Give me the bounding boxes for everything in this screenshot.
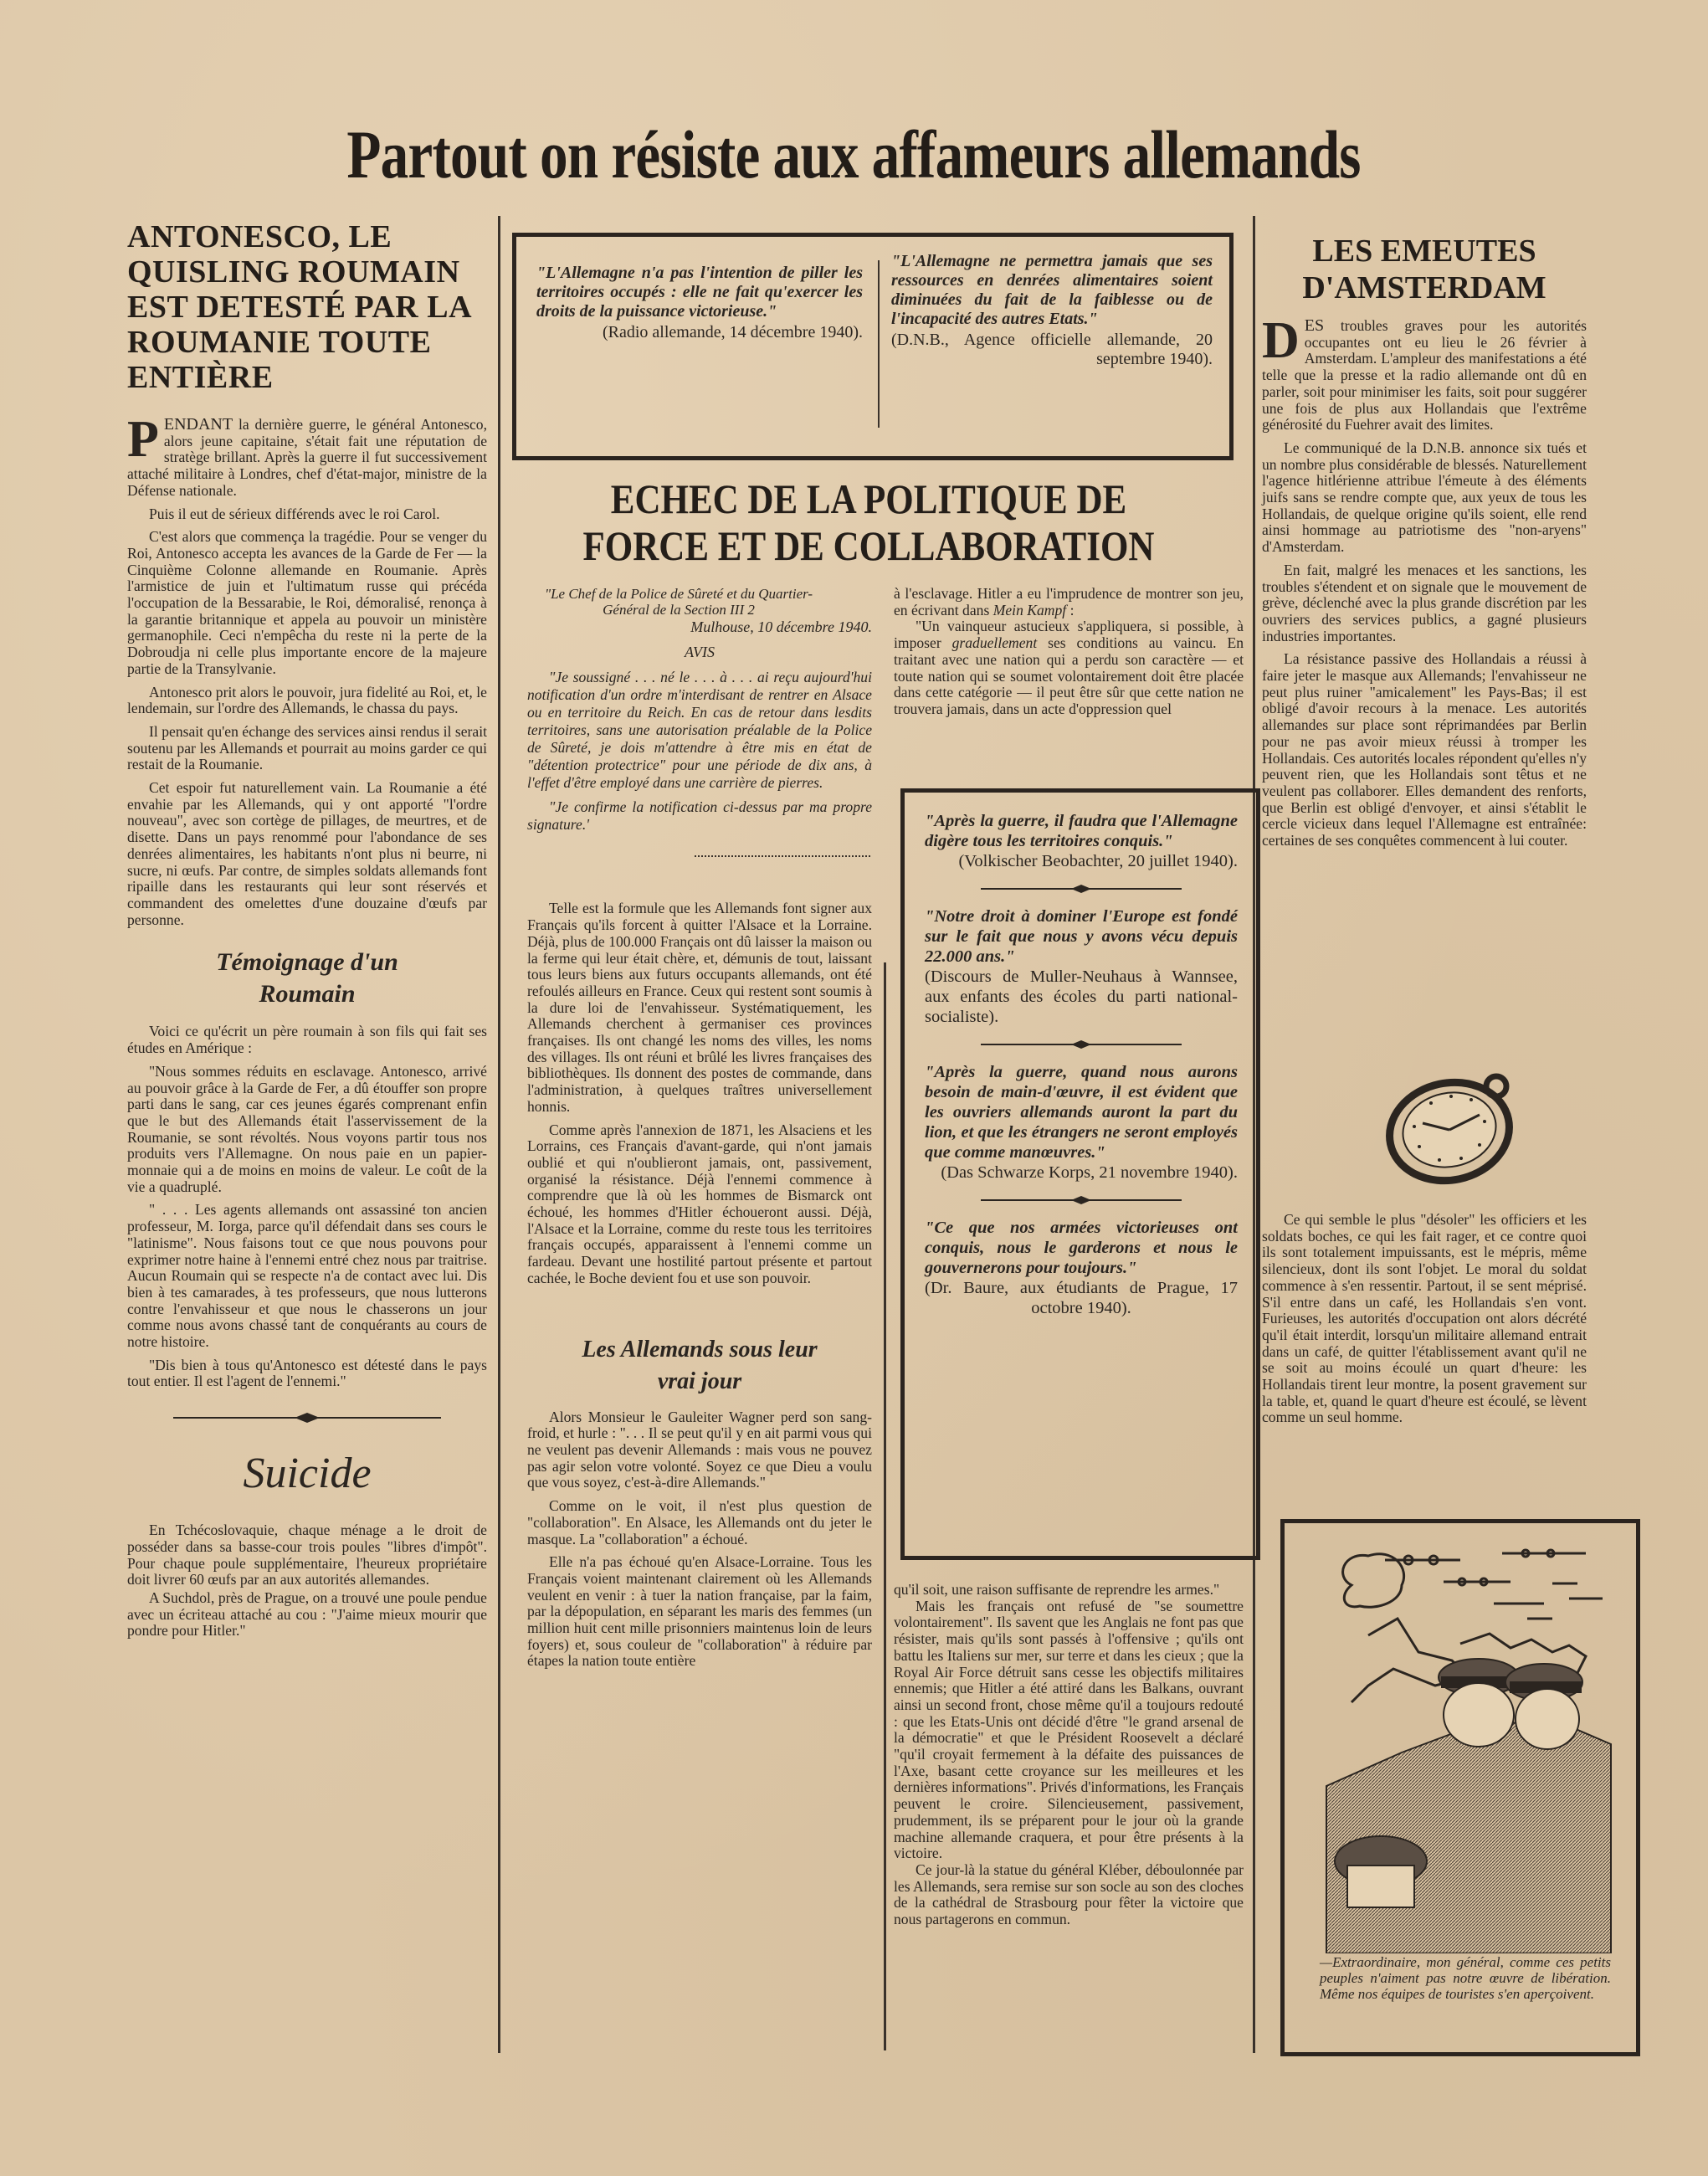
cartoon-illustration <box>1301 1535 1619 1953</box>
suicide-title: Suicide <box>243 1450 372 1498</box>
paragraph: Elle n'a pas échoué qu'en Alsace-Lorraine. Tous les Français voient maintenant clairement où les Allemands veulent en venir : à tuer la nation française, par la faim, par la dépopulation, en séparant les maris des femmes (un million huit cent mille prisonniers maintenus loin de leurs foyers) et, sous couleur de "collaboration" à réduire par étapes la nation toute entière <box>527 1553 872 1670</box>
notice-avis: AVIS <box>684 643 716 660</box>
quote-left <box>536 264 863 342</box>
paragraph: C'est alors que commença la tragédie. Pour se venger du Roi, Antonesco accepta les avances de la Garde de Fer — la Cinquième Colonne allemande en Roumanie. Après l'armistice de juin et l'ultimatum russe qui précéda l'occupation de la Bessarabie, le Roi, démoralisé, renonça à la garantie britannique et appela au pouvoir un ministère germanophile. Ceci n'empêcha du reste ni la perte de la Dobroudja ni celle plus importante encore de la majeure partie de la Transylvanie. <box>127 528 487 677</box>
notice-confirm: "Je confirme la notification ci-dessus par ma propre signature.' <box>527 798 872 834</box>
paragraph: Telle est la formule que les Allemands font signer aux Français qu'ils forcent à quitter l'Alsace et la Lorraine. Déjà, plus de 100.000 Français ont dû laisser la maison ou la ferme qui leur était chère, et, démunis de tout, laissant tous leurs biens aux futurs occupants allemands, ont été refoulés ailleurs en France. Ceux qui restent sont soumis à la dure loi de l'envahisseur. Systématiquement, les Allemands cherchent à germaniser ces provinces françaises. Ils ont changé les noms des villes, les noms des villages. Ils ont réuni et brûlé les livres françaises des bibliothèques. Ils donnent des postes de commande, dans l'administration, à quelques traîtres universellement honnis. <box>527 900 872 1115</box>
fold-spacer <box>527 857 872 901</box>
book-title: Mein Kampf <box>992 601 1067 618</box>
paragraph: Comme après l'annexion de 1871, les Alsaciens et les Lorrains, ces Français d'avant-garde, qui n'ont jamais oublié et qui n'oublieront jamais, ont, passivement, organisé la résistance. Déjà l'ennemi commence à comprendre que là où les hommes de Bismarck ont échoué, les hommes d'Hitler échoueront aussi. Déjà, l'Alsace et la Lorraine, comme du reste tous les territoires français occupés, apparaissent à l'ennemi comme un fardeau. Devant une hostilité partout présente et partout cachée, le Boche devient fou et use son pouvoir. <box>527 1121 872 1286</box>
column-echec-b-bottom <box>894 1582 1244 1935</box>
pocket-watch-illustration <box>1381 1071 1523 1197</box>
paragraph: Cet espoir fut naturellement vain. La Roumanie a été envahie par les Allemands, qui y ont apporté "l'ordre nouveau", avec son cortège de pillages, de meurtres, et de disette. Dans un pays renommé pour l'abondance de ses denrées alimentaires, les habitants n'ont plus ni beurre, ni sucre, ni œufs. Par contre, de simples soldats allemands font ripaille dans les restaurants qui leur sont réservés et commandent des omelettes d'une douzaine d'œufs par personne. <box>127 779 487 928</box>
notice-header: "Le Chef de la Police de Sûreté et du Quartier-Général de la Section III 2 <box>544 586 813 618</box>
column-echec-a <box>527 586 872 1676</box>
citation <box>925 1062 1238 1183</box>
lead-paragraph <box>127 411 487 500</box>
quote-divider <box>878 260 880 428</box>
quote-source: (Radio allemande, 14 décembre 1940). <box>603 323 863 341</box>
column-rule <box>498 216 500 2053</box>
quote-text: "L'Allemagne n'a pas l'intention de piller les territoires occupés : elle ne fait qu'exercer les droits de la puissance victorieuse." <box>536 264 863 321</box>
citation-source: (Dr. Baure, aux étudiants de Prague, 17 octobre 1940). <box>925 1279 1238 1317</box>
quote-text: "L'Allemagne ne permettra jamais que ses ressources en denrées alimentaires soient diminuées du fait de la faiblesse ou de l'incapacité des autres Etats." <box>891 252 1213 328</box>
paragraph: La résistance passive des Hollandais a réussi à faire jeter le masque aux Allemands; l'envahisseur ne peut plus ruiner "amicalement" les Pays-Bas; il est obligé d'avoir recours à la menace. Les autorités allemandes sur place sont réprimandées par Berlin pour ne pas avoir mieux réussi à tromper les Hollandais. Ces autorités locales répondent qu'elles n'y peuvent rien, que les Hollandais sont têtus et ne veulent pas collaborer. Elles demandent des renforts, que Berlin est obligé d'envoyer, et ainsi s'établit le cercle vicieux dans lequel l'Allemagne est entraînée: certaines de ses conquêtes commencent à lui couter. <box>1262 650 1587 849</box>
paragraph: Mais les français ont refusé de "se soumettre volontairement". Ils savent que les Anglais ne font pas que résister, mais qu'ils sont passés à l'offensive ; qu'ils ont battu les Italiens sur mer, sur terre et dans les cieux ; que la Royal Air Force détruit sans cesse les objectifs militaires ennemis; que Hitler a été attiré dans les Balkans, ouvrant ainsi un second front, chose même qu'il a toujours redouté : que les Etats-Unis ont décidé d'être "le grand arsenal de la démocratie" et que le Président Roosevelt a déclaré "qu'il croyait fermement à la défaite des puissances de l'Axe, basant cette croyance sur les meilleures et les dernières informations". Privés d'informations, les Français peuvent le croire. Silencieusement, passivement, prudemment, ils se préparent pour le jour où la grande machine allemande craquera, et pour être présents à la victoire. <box>894 1597 1244 1862</box>
citation-source: (Discours de Muller-Neuhaus à Wannsee, aux enfants des écoles du parti national-socialiste). <box>925 967 1238 1026</box>
citation-source: (Volkischer Beobachter, 20 juillet 1940). <box>958 852 1238 870</box>
drop-cap: P <box>127 411 159 468</box>
paragraph: qu'il soit, une raison suffisante de reprendre les armes." <box>894 1581 1220 1598</box>
subhead-temoignage: Témoignage d'un Roumain <box>216 948 398 1008</box>
lead-text: la dernière guerre, le général Antonesco, alors jeune capitaine, s'était fait une réputation de stratège brillant. Après la guerre il fut successivement attaché militaire à Londres, chef d'état-major, ministre de la Défense nationale. <box>127 416 487 499</box>
paragraph <box>894 618 1244 717</box>
lead-caps: ENDANT <box>163 415 233 434</box>
column-echec-b <box>894 586 1244 725</box>
lead-text: troubles graves pour les autorités occupantes ont eu lieu le 26 février à Amsterdam. L'ampleur des manifestations a été telle que la presse et la radio allemande ont dû en parler, soit pour minimiser les faits, soit pour suggérer une fois de plus aux Hollandais que l'extrême générosité du Fuehrer avait des limites. <box>1262 317 1587 434</box>
text: : <box>1066 601 1075 618</box>
ornament-divider <box>981 1039 1182 1050</box>
paragraph: " . . . Les agents allemands ont assassiné ton ancien professeur, M. Iorga, parce qu'il défendait dans ses cours le "latinisme". Nous faisons tout ce que nous pouvons pour exprimer notre haine à l'ennemi entré chez nous par traitrise. Aucun Roumain qui se respecte n'a de contact avec lui. Dis bien à tes camarades, à tes professeurs, que nous lutterons contre l'envahisseur et que nous le chasserons un jour comme nous avons chassé tant de conquérants au cours de notre histoire. <box>127 1201 487 1351</box>
quote-box-top <box>512 233 1234 460</box>
emphasis: graduellement <box>951 634 1038 652</box>
text: à l'esclavage. Hitler a eu l'imprudence de montrer son jeu, en écrivant dans <box>894 585 1244 618</box>
drop-cap: D <box>1262 312 1300 369</box>
headline-antonesco: ANTONESCO, LE QUISLING ROUMAIN EST DETESTÉ PAR LA ROUMANIE TOUTE ENTIÈRE <box>127 219 470 395</box>
column-rule <box>884 962 886 2050</box>
quote-box-citations <box>900 788 1260 1560</box>
quote-source: (D.N.B., Agence officielle allemande, 20 septembre 1940). <box>891 331 1213 368</box>
paragraph: Le communiqué de la D.N.B. annonce six tués et un nombre plus considérable de blessés. Naturellement l'agence hitlérienne attribue l'émeute à des éléments juifs sans se rendre compte que, aux yeux de tous les Hollandais, de quelque origine qu'ils soient, elle rend ainsi hommage au patriotisme des "non-aryens" d'Amsterdam. <box>1262 439 1587 556</box>
subhead-allemands: Les Allemands sous leur vrai jour <box>582 1336 818 1394</box>
cartoon-caption: —Extraordinaire, mon général, comme ces petits peuples n'aiment pas notre œuvre de libération. Même nos équipes de touristes s'en aperçoivent. <box>1320 1954 1611 2002</box>
lead-paragraph <box>1262 312 1587 434</box>
paragraph: En Tchécoslovaquie, chaque ménage a le droit de posséder dans sa basse-cour trois poules "libres d'impôt". Pour chaque poule supplémentaire, l'heureux propriétaire doit livrer 60 œufs par an aux autorités allemandes. <box>127 1522 487 1588</box>
paragraph <box>894 586 1244 618</box>
paragraph: Alors Monsieur le Gauleiter Wagner perd son sang-froid, et hurle : ". . . Il se peut qu'il y en ait parmi vous qui ne veulent pas devenir Allemands : mais vous ne pouvez pas agir selon votre volonté. Soyez ce que Dieu a voulu que vous soyez, c'est-à-dire Allemands." <box>527 1408 872 1491</box>
citation <box>925 1218 1238 1318</box>
cartoon-box <box>1280 1519 1640 2056</box>
citation-quote: "Après la guerre, il faudra que l'Allemagne digère tous les territoires conquis." <box>925 812 1238 850</box>
article-amsterdam-cont <box>1262 1212 1587 1433</box>
paragraph: Puis il eut de sérieux différends avec le roi Carol. <box>149 505 440 522</box>
headline-echec: ECHEC DE LA POLITIQUE DE FORCE ET DE COLLABORATION <box>582 475 1155 569</box>
ornament-divider <box>981 883 1182 895</box>
paragraph: Il pensait qu'en échange des services ainsi rendus il serait soutenu par les Allemands et pourrait au moins garder ce qui restait de la Roumanie. <box>127 722 487 773</box>
citation-quote: "Notre droit à dominer l'Europe est fondé sur le fait que nous y avons vécu depuis 22.000 ans." <box>925 907 1238 966</box>
citation-source: (Das Schwarze Korps, 21 novembre 1940). <box>941 1163 1238 1182</box>
paragraph: Comme on le voit, il n'est plus question de "collaboration". En Alsace, les Allemands ont du jeter le masque. La "collaboration" a échoué. <box>527 1497 872 1547</box>
ornament-divider <box>981 1194 1182 1206</box>
ornament-divider <box>173 1412 441 1424</box>
article-amsterdam <box>1262 312 1587 849</box>
quote-right <box>891 252 1213 369</box>
paragraph: Antonesco prit alors le pouvoir, jura fidelité au Roi, et, le lendemain, sur l'ordre des Allemands, le chassa du pays. <box>127 683 487 717</box>
column-antonesco <box>127 219 487 1646</box>
paragraph: A Suchdol, près de Prague, on a trouvé une poule pendue avec un écriteau attaché au cou : "J'aime mieux mourir que pondre pour Hitler." <box>127 1588 487 1640</box>
citation-quote: "Après la guerre, quand nous aurons besoin de main-d'œuvre, il est évident que les ouvriers allemands auront la part du lion, et que les étrangers ne seront employés que comme manœuvres." <box>925 1063 1238 1162</box>
headline-amsterdam: LES EMEUTES D'AMSTERDAM <box>1302 234 1546 305</box>
citation-quote: "Ce que nos armées victorieuses ont conquis, nous le garderons et nous le gouvernerons pour toujours." <box>925 1219 1238 1277</box>
paragraph: En fait, malgré les menaces et les sanctions, les troubles s'étendent et on signale que le mouvement de grève, déclenché avec la plus grande discrétion par les ouvriers des services publics, a gagné plusieurs industries importantes. <box>1262 561 1587 644</box>
paragraph: Ce jour-là la statue du général Kléber, déboulonnée par les Allemands, sera remise sur son socle au son des cloches de la cathédral de Strasbourg pour fêter la victoire que nous partagerons en commun. <box>894 1860 1244 1928</box>
masthead-title: Partout on résiste aux affameurs allemands <box>346 116 1361 192</box>
paragraph: "Nous sommes réduits en esclavage. Antonesco, arrivé au pouvoir grâce à la Garde de Fer, a dû étouffer son propre parti dans le sang, car ces jeunes égarés comprenant enfin que le but des Allemands était l'asservissement de la Roumanie, se sont révoltés. Nous voyons partir tous nos produits vers l'Allemagne. On nous paie en un papier-monnaie qui a de moins en moins de valeur. Le coût de la vie a quadruplé. <box>127 1062 487 1195</box>
article-antonesco <box>127 411 487 1640</box>
notice-place: Mulhouse, 10 décembre 1940. <box>690 618 872 635</box>
column-amsterdam <box>1262 233 1587 856</box>
citations <box>905 793 1256 1318</box>
lead-caps: ES <box>1304 316 1325 335</box>
paragraph: Ce qui semble le plus "désoler" les officiers et les soldats boches, ce qui les fait rager, et ce contre quoi ils sont totalement impuissants, est le mépris, même silencieux, dont ils sont l'objet. Le moral du soldat commence à s'en ressentir. Partout, il se sent méprisé. S'il entre dans un café, les Hollandais s'en vont. Furieuses, les autorités d'occupation ont alors décrété qu'il était interdit, lorsqu'un militaire allemand entrait dans un café, de quitter l'établissement avant qu'il ne se soit au moins écoulé un quart d'heure: les Hollandais tirent leur montre, la posent gravement sur la table, et, quand le quart d'heure est écoulé, se lèvent comme un seul homme. <box>1262 1211 1587 1426</box>
paragraph: "Dis bien à tous qu'Antonesco est détesté dans le pays tout entier. Il est l'agent de l'ennemi." <box>127 1356 487 1390</box>
text: ses conditions au vaincu. En traitant avec une nation qui a perdu son caractère — et toute nation qui se soumet volontairement doit être placée dans cette catégorie — il peut être sûr que cette nation ne trouvera jamais, dans un acte d'oppression quel <box>894 634 1244 717</box>
text: "Un vainqueur astucieux s'appliquera, si possible, à imposer <box>894 618 1244 652</box>
notice-text: "Je soussigné . . . né le . . . à . . . ai reçu aujourd'hui notification d'un ordre m'interdisant de rentrer en Alsace ou en territoire du Reich. En cas de retour dans lesdits territoires, sans une autorisation préalable de la Police de Sûreté, je dois m'attendre à être mis en état de "détention protectrice" pour une période de dix ans, à l'effet d'être employé dans une carrière de pierres. <box>527 669 872 792</box>
citation <box>925 906 1238 1027</box>
citation <box>925 811 1238 871</box>
paragraph: Voici ce qu'écrit un père roumain à son fils qui fait ses études en Amérique : <box>127 1023 487 1057</box>
